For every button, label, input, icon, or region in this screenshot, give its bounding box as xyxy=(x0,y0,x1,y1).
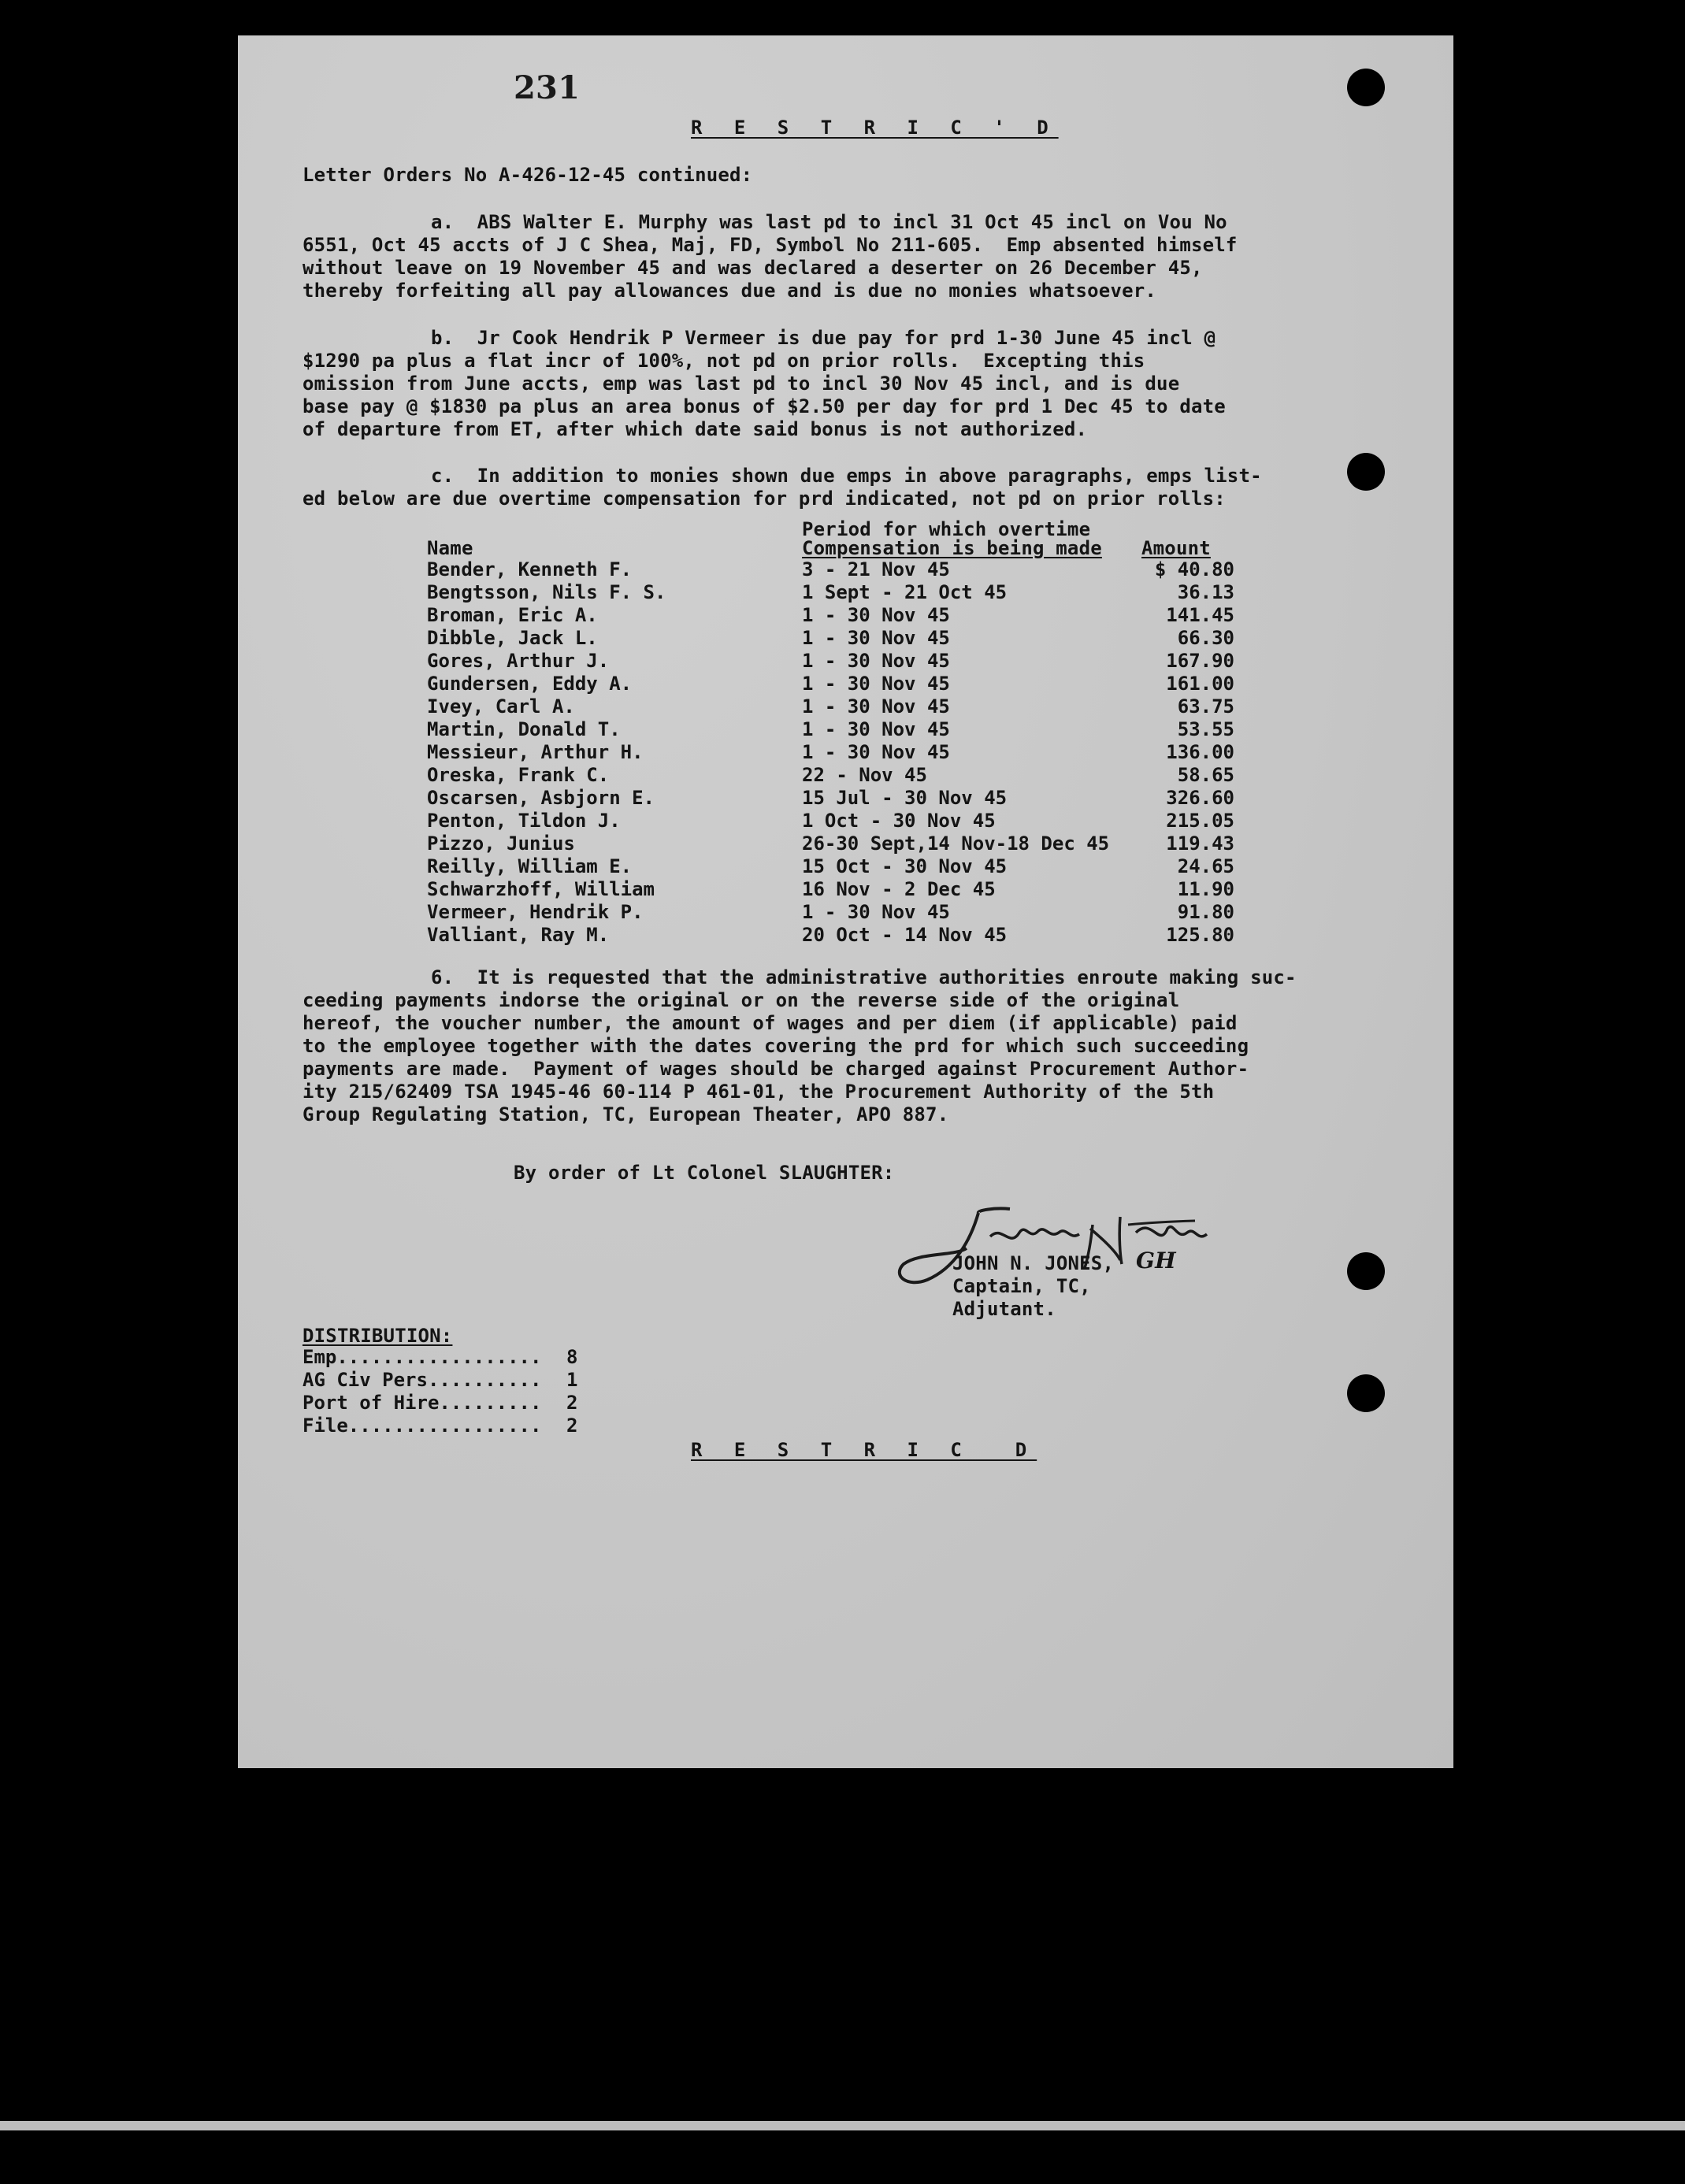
paragraph-a-line: thereby forfeiting all pay allowances due and is due no monies whatsoever. xyxy=(302,280,1157,302)
paragraph-b-line: omission from June accts, emp was last pd to incl 30 Nov 45 incl, and is due xyxy=(302,373,1180,395)
overtime-period-cell: 1 Sept - 21 Oct 45 xyxy=(802,581,1008,603)
paragraph-b-line: $1290 pa plus a flat incr of 100%, not pd on prior rolls. Excepting this xyxy=(302,350,1145,372)
table-row xyxy=(427,604,1234,627)
distribution-count: 8 xyxy=(566,1346,578,1368)
table-row xyxy=(427,581,1234,604)
paragraph-a-line: 6551, Oct 45 accts of J C Shea, Maj, FD, Symbol No 211-605. Emp absented himself xyxy=(302,234,1238,256)
paragraph-6-line: ity 215/62409 TSA 1945-46 60-114 P 461-01, the Procurement Authority of the 5th xyxy=(302,1081,1215,1103)
employee-name-cell: Vermeer, Hendrik P. xyxy=(427,901,644,923)
table-row xyxy=(427,558,1234,581)
table-row xyxy=(427,627,1234,650)
paragraph-6-line: to the employee together with the dates covering the prd for which such succeeding xyxy=(302,1035,1249,1057)
punch-hole-upper xyxy=(1347,453,1385,491)
distribution-label: Port of Hire......... xyxy=(302,1392,542,1414)
paragraph-6-line: payments are made. Payment of wages should be charged against Procurement Author- xyxy=(302,1058,1249,1080)
distribution-list xyxy=(302,1346,577,1437)
employee-name-cell: Ivey, Carl A. xyxy=(427,695,575,717)
amount-cell: 136.00 xyxy=(1166,741,1234,763)
amount-cell: 119.43 xyxy=(1166,832,1234,855)
amount-cell: 326.60 xyxy=(1166,787,1234,809)
paragraph-6-line: Group Regulating Station, TC, European Theater, APO 887. xyxy=(302,1103,949,1125)
overtime-period-cell: 1 - 30 Nov 45 xyxy=(802,741,950,763)
punch-hole-lower xyxy=(1347,1252,1385,1290)
employee-name-cell: Reilly, William E. xyxy=(427,855,633,877)
table-row xyxy=(427,718,1234,741)
overtime-period-cell: 1 - 30 Nov 45 xyxy=(802,718,950,740)
distribution-row xyxy=(302,1346,577,1369)
punch-hole-bottom xyxy=(1347,1374,1385,1412)
paragraph-6-line: hereof, the voucher number, the amount of wages and per diem (if applicable) paid xyxy=(302,1012,1238,1034)
paragraph-b-line: b. Jr Cook Hendrik P Vermeer is due pay for prd 1-30 June 45 incl @ xyxy=(431,327,1216,349)
overtime-period-cell: 1 - 30 Nov 45 xyxy=(802,604,950,626)
page-number: 231 xyxy=(514,69,581,106)
amount-cell: 161.00 xyxy=(1166,673,1234,695)
overtime-period-cell: 26-30 Sept,14 Nov-18 Dec 45 xyxy=(802,832,1110,855)
signer-title: Adjutant. xyxy=(952,1298,1056,1320)
distribution-count: 2 xyxy=(566,1415,578,1437)
table-header-amount: Amount xyxy=(1141,537,1211,559)
table-row xyxy=(427,650,1234,673)
overtime-table xyxy=(427,558,1234,947)
paragraph-b-line: base pay @ $1830 pa plus an area bonus of $2.50 per day for prd 1 Dec 45 to date xyxy=(302,395,1226,417)
amount-cell: 215.05 xyxy=(1166,810,1234,832)
employee-name-cell: Gores, Arthur J. xyxy=(427,650,610,672)
distribution-row xyxy=(302,1415,577,1437)
signer-name: JOHN N. JONES, xyxy=(952,1252,1115,1274)
overtime-period-cell: 15 Oct - 30 Nov 45 xyxy=(802,855,1008,877)
amount-cell: $ 40.80 xyxy=(1154,558,1234,580)
table-header-period-line2: Compensation is being made xyxy=(802,537,1102,559)
table-row xyxy=(427,695,1234,718)
amount-cell: 36.13 xyxy=(1177,581,1234,603)
signer-initials: GH xyxy=(1136,1248,1176,1274)
amount-cell: 53.55 xyxy=(1177,718,1234,740)
overtime-period-cell: 1 - 30 Nov 45 xyxy=(802,695,950,717)
table-row xyxy=(427,855,1234,878)
amount-cell: 125.80 xyxy=(1166,924,1234,946)
paragraph-6-line: 6. It is requested that the administrative authorities enroute making suc- xyxy=(431,966,1297,988)
letter-title: Letter Orders No A-426-12-45 continued: xyxy=(302,164,753,186)
punch-hole-top xyxy=(1347,69,1385,106)
distribution-heading: DISTRIBUTION: xyxy=(302,1325,453,1347)
table-header-name: Name xyxy=(427,537,473,559)
distribution-count: 2 xyxy=(566,1392,578,1414)
by-order-line: By order of Lt Colonel SLAUGHTER: xyxy=(514,1162,895,1184)
employee-name-cell: Messieur, Arthur H. xyxy=(427,741,644,763)
paragraph-c-line: ed below are due overtime compensation for prd indicated, not pd on prior rolls: xyxy=(302,488,1226,510)
paragraph-6-line: ceeding payments indorse the original or on the reverse side of the original xyxy=(302,989,1180,1011)
amount-cell: 66.30 xyxy=(1177,627,1234,649)
scan-edge-strip xyxy=(0,2121,1685,2130)
employee-name-cell: Martin, Donald T. xyxy=(427,718,621,740)
employee-name-cell: Pizzo, Junius xyxy=(427,832,575,855)
employee-name-cell: Bender, Kenneth F. xyxy=(427,558,633,580)
overtime-period-cell: 3 - 21 Nov 45 xyxy=(802,558,950,580)
table-row xyxy=(427,810,1234,832)
amount-cell: 91.80 xyxy=(1177,901,1234,923)
amount-cell: 141.45 xyxy=(1166,604,1234,626)
signer-rank: Captain, TC, xyxy=(952,1275,1091,1297)
paragraph-b-line: of departure from ET, after which date said bonus is not authorized. xyxy=(302,418,1088,440)
overtime-period-cell: 1 - 30 Nov 45 xyxy=(802,627,950,649)
amount-cell: 11.90 xyxy=(1177,878,1234,900)
employee-name-cell: Penton, Tildon J. xyxy=(427,810,621,832)
employee-name-cell: Broman, Eric A. xyxy=(427,604,598,626)
amount-cell: 58.65 xyxy=(1177,764,1234,786)
paragraph-a-line: a. ABS Walter E. Murphy was last pd to incl 31 Oct 45 incl on Vou No xyxy=(431,211,1227,233)
employee-name-cell: Gundersen, Eddy A. xyxy=(427,673,633,695)
amount-cell: 63.75 xyxy=(1177,695,1234,717)
classification-bottom: R E S T R I C D xyxy=(691,1439,1037,1461)
amount-cell: 167.90 xyxy=(1166,650,1234,672)
table-row xyxy=(427,878,1234,901)
overtime-period-cell: 1 Oct - 30 Nov 45 xyxy=(802,810,996,832)
table-row xyxy=(427,787,1234,810)
overtime-period-cell: 1 - 30 Nov 45 xyxy=(802,673,950,695)
table-row xyxy=(427,832,1234,855)
table-row xyxy=(427,924,1234,947)
employee-name-cell: Schwarzhoff, William xyxy=(427,878,655,900)
overtime-period-cell: 20 Oct - 14 Nov 45 xyxy=(802,924,1008,946)
employee-name-cell: Oscarsen, Asbjorn E. xyxy=(427,787,655,809)
table-row xyxy=(427,901,1234,924)
distribution-label: AG Civ Pers.......... xyxy=(302,1369,542,1391)
paragraph-c-line: c. In addition to monies shown due emps in above paragraphs, emps list- xyxy=(431,465,1262,487)
overtime-period-cell: 16 Nov - 2 Dec 45 xyxy=(802,878,996,900)
table-row xyxy=(427,673,1234,695)
table-header-period-line1: Period for which overtime xyxy=(802,518,1091,540)
classification-top: R E S T R I C ' D xyxy=(691,117,1059,139)
distribution-label: File................. xyxy=(302,1415,542,1437)
distribution-count: 1 xyxy=(566,1369,578,1391)
overtime-period-cell: 15 Jul - 30 Nov 45 xyxy=(802,787,1008,809)
overtime-period-cell: 1 - 30 Nov 45 xyxy=(802,650,950,672)
distribution-label: Emp.................. xyxy=(302,1346,542,1368)
document-page xyxy=(238,35,1453,1768)
distribution-row xyxy=(302,1369,577,1392)
amount-cell: 24.65 xyxy=(1177,855,1234,877)
overtime-period-cell: 1 - 30 Nov 45 xyxy=(802,901,950,923)
overtime-period-cell: 22 - Nov 45 xyxy=(802,764,927,786)
paragraph-a-line: without leave on 19 November 45 and was declared a deserter on 26 December 45, xyxy=(302,257,1203,279)
distribution-row xyxy=(302,1392,577,1415)
employee-name-cell: Valliant, Ray M. xyxy=(427,924,610,946)
employee-name-cell: Bengtsson, Nils F. S. xyxy=(427,581,666,603)
table-row xyxy=(427,741,1234,764)
employee-name-cell: Oreska, Frank C. xyxy=(427,764,610,786)
table-row xyxy=(427,764,1234,787)
employee-name-cell: Dibble, Jack L. xyxy=(427,627,598,649)
